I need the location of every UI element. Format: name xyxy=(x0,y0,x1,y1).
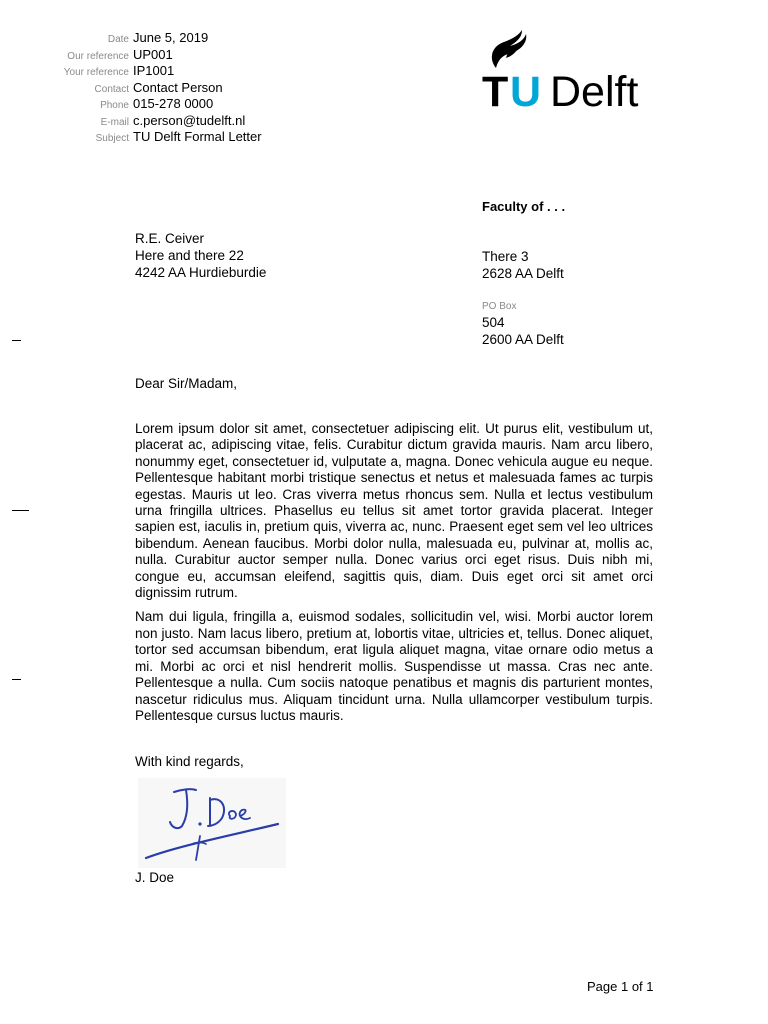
contact-row xyxy=(40,80,280,97)
our-reference-value: UP001 xyxy=(133,46,173,62)
sender-city: 2628 AA Delft xyxy=(482,266,564,281)
email-value: c.person@tudelft.nl xyxy=(133,112,246,128)
body-paragraph: Lorem ipsum dolor sit amet, consectetuer adipiscing elit. Ut purus elit, vestibulum ut, placerat ac, adipiscing vitae, felis. Curabitur dictum gravida mauris. Nam arcu libero, nonummy eget, consectetuer id, vulputate a, magna. Donec vehicula augue eu neque. Pellentesque habitant morbi tristique senectus et netus et malesuada fames ac turpis egestas. Mauris ut leo. Cras viverra metus rhoncus sem. Nulla et lectus vestibulum urna fringilla ultrices. Phasellus eu tellus sit amet tortor gravida placerat. Integer sapien est, iaculis in, pretium quis, viverra ac, nunc. Praesent eget sem vel leo ultrices bibendum. Aenean faucibus. Morbi dolor nulla, malesuada eu, pulvinar at, mollis ac, nulla. Curabitur auctor semper nulla. Donec varius orci eget risus. Duis nibh mi, congue eu, accumsan eleifend, sagittis quis, diam. Duis eget orci sit amet orci dignissim rutrum. xyxy=(135,421,653,601)
email-row xyxy=(40,113,280,130)
our-reference-row xyxy=(40,47,280,64)
flame-icon xyxy=(482,30,542,70)
your-reference-row xyxy=(40,63,280,80)
your-reference-value: IP1001 xyxy=(133,63,175,78)
body-paragraph: Nam dui ligula, fringilla a, euismod sodales, sollicitudin vel, wisi. Morbi auctor lorem non justo. Nam lacus libero, pretium at, lobortis vitae, ultricies et, tellus. Donec aliquet, tortor sed accumsan bibendum, erat ligula aliquet magna, vitae ornare odio metus a mi. Morbi ac orci et nisl hendrerit mollis. Suspendisse ut massa. Cras nec ante. Pellentesque a nulla. Cum sociis natoque penatibus et magnis dis parturient montes, nascetur ridiculus mus. Aliquam tincidunt urna. Nulla ullamcorper vestibulum turpis. Pellentesque cursus luctus mauris. xyxy=(135,609,653,723)
email-label: E-mail xyxy=(100,116,129,128)
our-reference-label: Our reference xyxy=(67,50,129,62)
phone-value: 015-278 0000 xyxy=(133,96,214,111)
pobox-address xyxy=(482,314,564,348)
contact-label: Contact xyxy=(94,83,129,95)
recipient-street: Here and there 22 xyxy=(135,248,244,263)
fold-mark xyxy=(12,510,29,511)
pobox-city: 2600 AA Delft xyxy=(482,332,564,347)
logo-word-delft: Delft xyxy=(550,68,639,116)
faculty-name: Faculty of . . . xyxy=(482,199,566,214)
recipient-name: R.E. Ceiver xyxy=(135,231,205,246)
signature-scribble xyxy=(138,778,286,868)
phone-label: Phone xyxy=(100,100,129,111)
closing: With kind regards, xyxy=(135,754,244,769)
signature-image xyxy=(138,778,286,868)
pobox-number: 504 xyxy=(482,315,505,330)
date-value: June 5, 2019 xyxy=(133,30,209,45)
page-number: Page 1 of 1 xyxy=(587,979,654,994)
recipient-address xyxy=(135,230,266,281)
fold-mark xyxy=(12,679,21,680)
salutation: Dear Sir/Madam, xyxy=(135,376,238,391)
phone-row xyxy=(40,96,280,113)
pobox-label: PO Box xyxy=(482,301,517,312)
recipient-city: 4242 AA Hurdieburdie xyxy=(135,265,267,280)
subject-row xyxy=(40,129,280,146)
signer-name: J. Doe xyxy=(135,870,175,885)
letter-body xyxy=(135,421,653,732)
date-row xyxy=(40,30,280,47)
date-label: Date xyxy=(107,34,129,45)
your-reference-label: Your reference xyxy=(63,67,129,78)
tu-delft-logo xyxy=(482,30,662,116)
subject-label: Subject xyxy=(95,133,129,144)
logo-letter-t: T xyxy=(482,68,509,116)
contact-value: Contact Person xyxy=(133,79,223,95)
sender-street: There 3 xyxy=(482,249,529,264)
logo-letter-u: U xyxy=(510,68,542,116)
subject-value: TU Delft Formal Letter xyxy=(133,129,262,144)
sender-address xyxy=(482,248,564,282)
letter-metadata xyxy=(40,30,280,146)
fold-mark xyxy=(12,340,21,341)
